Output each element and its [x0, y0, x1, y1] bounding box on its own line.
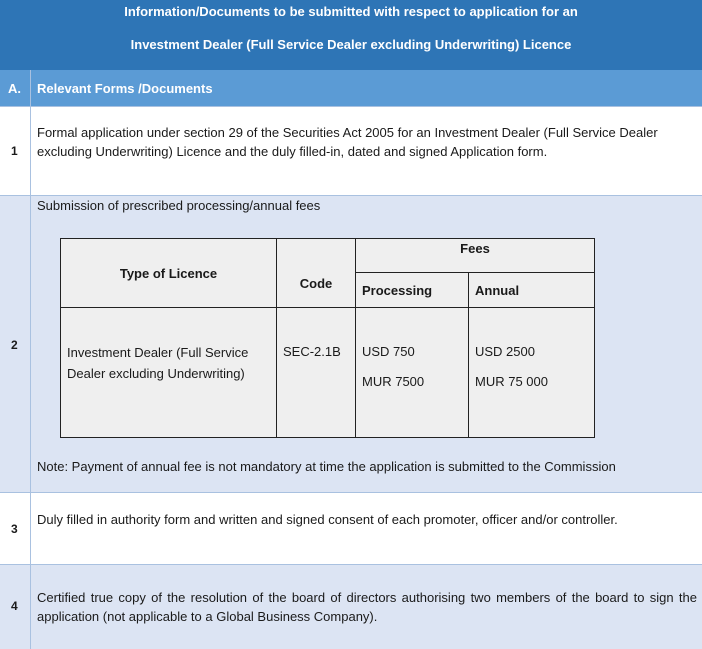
section-header [0, 70, 702, 106]
annual-cell [469, 308, 595, 438]
table-row [61, 308, 595, 438]
row-divider [0, 195, 702, 196]
processing-cell [356, 308, 469, 438]
col-header-code: Code [277, 239, 356, 308]
list-item-1 [0, 106, 702, 195]
row-number: 2 [11, 338, 18, 352]
list-item-3 [0, 492, 702, 564]
row-divider [0, 492, 702, 493]
row-divider [0, 106, 702, 107]
row-number: 1 [11, 144, 18, 158]
col-header-type: Type of Licence [61, 239, 277, 308]
col-header-annual: Annual [469, 273, 595, 308]
header-line-2: Investment Dealer (Full Service Dealer excluding Underwriting) Licence [130, 37, 572, 52]
annual-usd: USD 2500 [475, 344, 535, 359]
row-text: Formal application under section 29 of the Securities Act 2005 for an Investment Dealer (Full Service Dealer excluding Underwriting) Licence and the duly filled-in, dated and signed Application form. [37, 125, 658, 159]
section-letter: A. [8, 81, 21, 96]
licence-line-2: Dealer excluding Underwriting) [67, 366, 245, 381]
licence-line-1: Investment Dealer (Full Service [67, 345, 249, 360]
list-item-4 [0, 564, 702, 649]
document-header [0, 0, 702, 70]
row-text: Duly filled in authority form and written and signed consent of each promoter, officer and/or controller. [37, 512, 618, 527]
col-header-processing: Processing [356, 273, 469, 308]
processing-mur: MUR 7500 [362, 374, 425, 389]
row-text: Submission of prescribed processing/annual fees [37, 198, 321, 213]
section-title: Relevant Forms /Documents [37, 81, 213, 96]
fee-note: Note: Payment of annual fee is not mandatory at time the application is submitted to the Commission [37, 459, 616, 474]
row-number: 4 [11, 599, 18, 613]
column-divider [30, 70, 31, 649]
code-cell: SEC-2.1B [277, 308, 356, 438]
row-number: 3 [11, 522, 18, 536]
row-text: Certified true copy of the resolution of the board of directors authorising two members of the board to sign the application (not applicable to a Global Business Company). [37, 590, 697, 624]
processing-usd: USD 750 [362, 344, 415, 359]
col-header-fees: Fees [356, 239, 595, 273]
fees-table [60, 238, 595, 438]
annual-mur: MUR 75 000 [475, 374, 548, 389]
licence-type-cell [61, 308, 277, 438]
row-divider [0, 564, 702, 565]
header-line-1: Information/Documents to be submitted with respect to application for an [124, 4, 578, 19]
